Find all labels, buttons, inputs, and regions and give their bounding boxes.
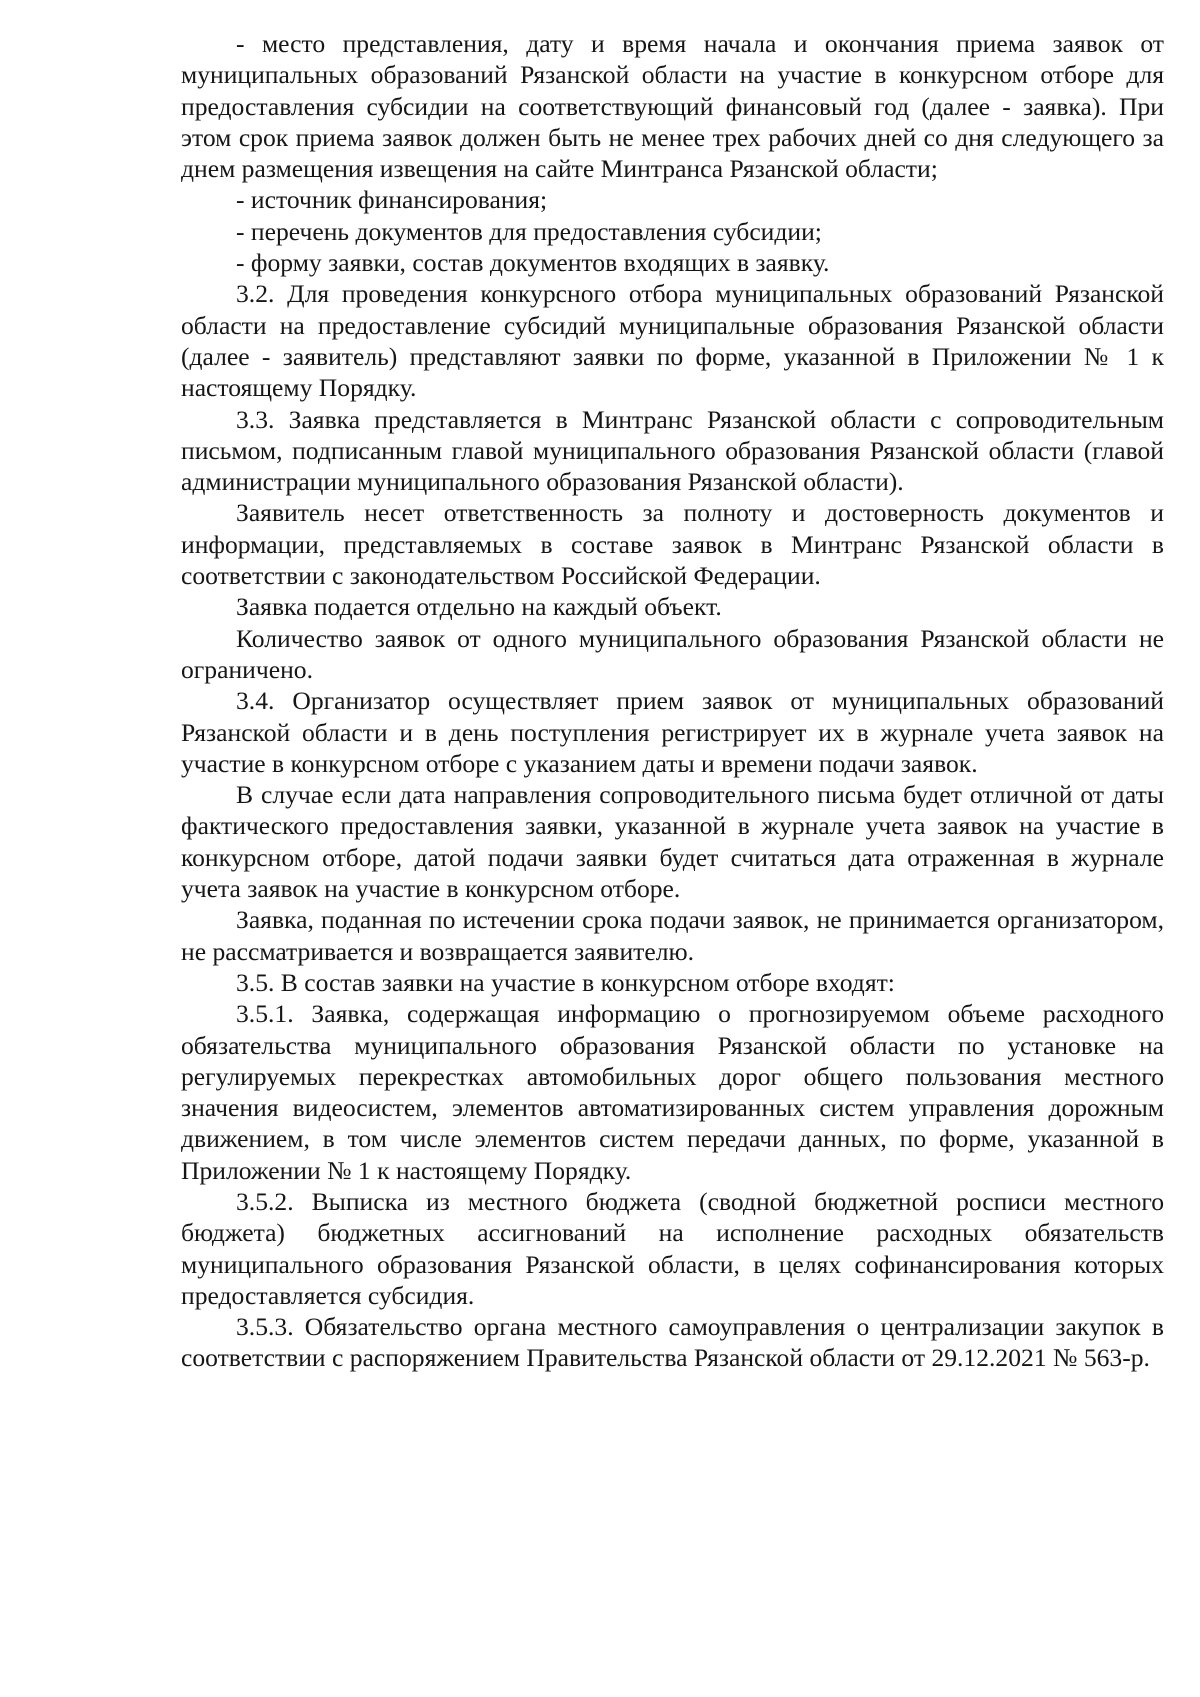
paragraph-section-3-2: 3.2. Для проведения конкурсного отбора муниципальных образований Рязанской области на предоставление субсидий муниципальные образования Рязанской области (далее - заявитель) представляют заявки по форме, указанной в Приложении № 1 к настоящему Порядку. [181,279,1164,403]
paragraph-section-3-5-1: 3.5.1. Заявка, содержащая информацию о прогнозируемом объеме расходного обязательства муниципального образования Рязанской области по установке на регулируемых перекрестках автомобильных дорог общего пользования местного значения видеосистем, элементов автоматизированных систем управления дорожным движением, в том числе элементов систем передачи данных, по форме, указанной в Приложении № 1 к настоящему Порядку. [181,999,1164,1185]
paragraph-unlimited-applications: Количество заявок от одного муниципального образования Рязанской области не ограничено. [181,623,1164,684]
paragraph-section-3-4: 3.4. Организатор осуществляет прием заявок от муниципальных образований Рязанской области и в день поступления регистрирует их в журнале учета заявок на участие в конкурсном отборе с указанием даты и времени подачи заявок. [181,686,1164,778]
paragraph-section-3-5-2: 3.5.2. Выписка из местного бюджета (сводной бюджетной росписи местного бюджета) бюджетных ассигнований на исполнение расходных обязательств муниципального образования Рязанской области, в целях софинансирования которых предоставляется субсидия. [181,1186,1164,1310]
paragraph-announcement-details: - место представления, дату и время начала и окончания приема заявок от муниципальных образований Рязанской области на участие в конкурсном отборе для предоставления субсидии на соответствующий финансовый год (далее - заявка). При этом срок приема заявок должен быть не менее трех рабочих дней со дня следующего за днем размещения извещения на сайте Минтранса Рязанской области; [181,29,1164,184]
paragraph-funding-source: - источник финансирования; [236,185,548,215]
paragraph-late-applications: Заявка, поданная по истечении срока подачи заявок, не принимается организатором, не рассматривается и возвращается заявителю. [181,905,1164,966]
paragraph-section-3-5-3: 3.5.3. Обязательство органа местного самоуправления о централизации закупок в соответствии с распоряжением Правительства Рязанской области от 29.12.2021 № 563-р. [181,1312,1164,1373]
paragraph-documents-list: - перечень документов для предоставления субсидии; [236,216,822,246]
paragraph-per-object: Заявка подается отдельно на каждый объект. [236,592,722,622]
paragraph-application-form: - форму заявки, состав документов входящих в заявку. [236,248,830,278]
paragraph-submission-date: В случае если дата направления сопроводительного письма будет отличной от даты фактического предоставления заявки, указанной в журнале учета заявок на участие в конкурсном отборе, датой подачи заявки будет считаться дата отраженная в журнале учета заявок на участие в конкурсном отборе. [181,780,1164,904]
paragraph-section-3-5: 3.5. В состав заявки на участие в конкурсном отборе входят: [236,967,895,997]
paragraph-section-3-3: 3.3. Заявка представляется в Минтранс Рязанской области с сопроводительным письмом, подписанным главой муниципального образования Рязанской области (главой администрации муниципального образования Рязанской области). [181,404,1164,497]
paragraph-applicant-responsibility: Заявитель несет ответственность за полноту и достоверность документов и информации, представляемых в составе заявок в Минтранс Рязанской области в соответствии с законодательством Российской Федерации. [181,498,1164,591]
